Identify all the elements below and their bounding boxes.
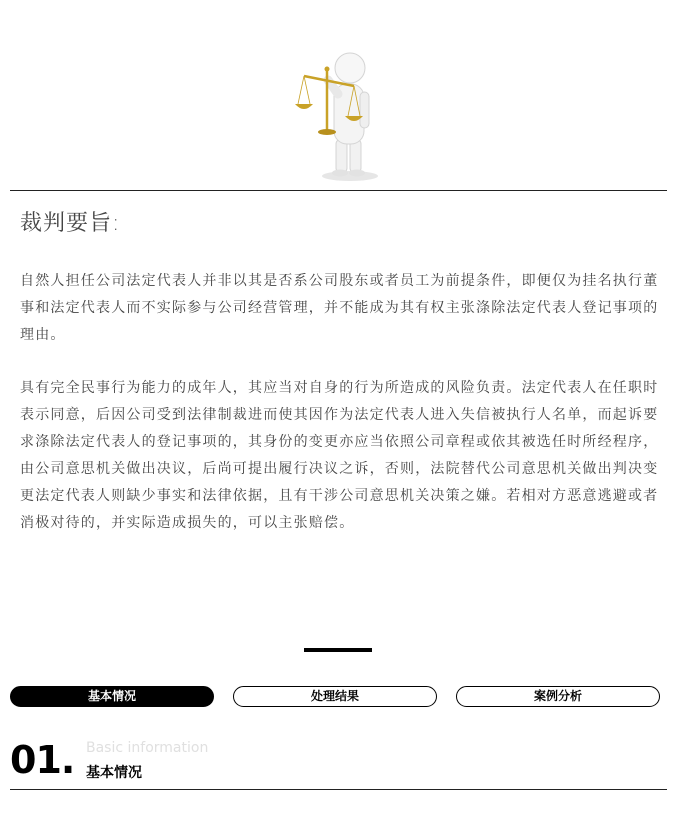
section-number: 01. xyxy=(10,738,75,782)
article-paragraph-2: 具有完全民事行为能力的成年人，其应当对自身的行为所造成的风险负责。法定代表人在任职时表示同意，后因公司受到法律制裁进而使其因作为法定代表人进入失信被执行人名单，而起诉要求涤除法定代表人的登记事项的，其身份的变更亦应当依照公司章程或依其被选任时所经程序，由公司意思机关做出决议，后尚可提出履行决议之诉，否则，法院替代公司意思机关做出判决变更法定代表人则缺少事实和法律依据，且有干涉公司意思机关决策之嫌。若相对方恶意逃避或者消极对待的，并实际造成损失的，可以主张赔偿。 xyxy=(20,380,659,531)
tab-processing-result[interactable]: 处理结果 xyxy=(233,686,437,707)
bottom-divider xyxy=(10,789,667,790)
section-separator-bar xyxy=(304,648,372,652)
article-paragraph-1: 自然人担任公司法定代表人并非以其是否系公司股东或者员工为前提条件，即便仅为挂名执行董事和法定代表人而不实际参与公司经营管理，并不能成为其有权主张涤除法定代表人登记事项的理由。 xyxy=(20,273,659,343)
top-divider xyxy=(10,190,667,191)
tab-basic-info[interactable]: 基本情况 xyxy=(10,686,214,707)
article-heading: 裁判要旨: xyxy=(20,211,121,236)
scales-of-justice-figure-icon xyxy=(290,44,390,184)
section-subtitle-cn: 基本情况 xyxy=(86,765,142,781)
section-subtitle-en: Basic information xyxy=(86,740,209,756)
tab-case-analysis[interactable]: 案例分析 xyxy=(456,686,660,707)
